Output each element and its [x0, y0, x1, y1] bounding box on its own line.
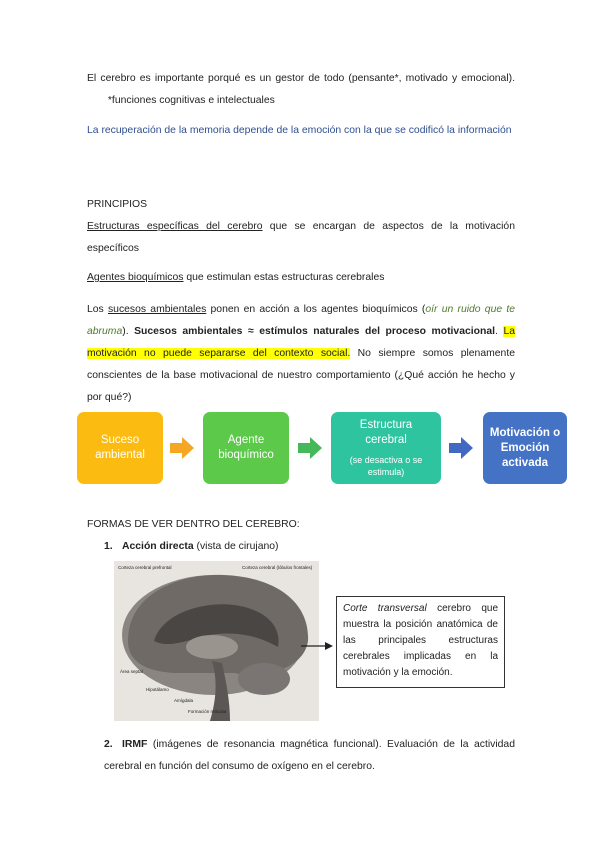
- principio-2-term: Agentes bioquímicos: [87, 272, 184, 283]
- principio-1-term: Estructuras específicas del cerebro: [87, 221, 263, 232]
- flow-box-motivacion: [483, 412, 567, 484]
- formas-heading: FORMAS DE VER DENTRO DEL CEREBRO:: [87, 519, 300, 530]
- p3-part-i: No siempre somos plenamente conscientes de la base motivacional de nuestro comportamiento (¿Qué acción he hecho y por qué?): [87, 348, 515, 403]
- callout-text: cerebro que muestra la posición anatómica de las principales estructuras cerebrales implicadas en la motivación y la emoción.: [343, 603, 499, 678]
- flow-box-suceso-label: Suceso ambiental: [95, 434, 145, 461]
- forma-item-2: [104, 734, 515, 778]
- forma-item-2-title: IRMF: [122, 739, 148, 750]
- figure-label: Área septal: [120, 669, 143, 674]
- flow-box-agente-label: Agente bioquímico: [218, 434, 274, 461]
- forma-item-2-text: (imágenes de resonancia magnética funcional). Evaluación de la actividad cerebral en función del consumo de oxígeno en el cerebro.: [104, 739, 515, 772]
- flow-box-agente: [203, 412, 289, 484]
- flow-box-suceso: [77, 412, 163, 484]
- p3-part-c: ponen en acción a los agentes bioquímicos (: [206, 304, 426, 315]
- figure-label: Hipotálamo: [146, 687, 169, 692]
- p3-bold: Sucesos ambientales ≈ estímulos naturales del proceso motivacional: [134, 326, 496, 337]
- p3-part-a: Los: [87, 304, 108, 315]
- principio-2: [87, 267, 515, 289]
- flow-box-estructura-title: Estructura cerebral: [359, 419, 413, 446]
- arrow-right-icon: [170, 436, 194, 460]
- memory-paragraph: La recuperación de la memoria depende de la emoción con la que se codificó la información: [87, 125, 512, 136]
- forma-item-1-number: 1.: [104, 541, 113, 552]
- callout-term: Corte transversal: [343, 603, 427, 614]
- flow-box-estructura: [331, 412, 441, 484]
- p3-example: oír un ruido que te abruma: [87, 304, 515, 337]
- p3-term: sucesos ambientales: [107, 304, 207, 315]
- intro-text: El cerebro es importante porqué es un gestor de todo (pensante*, motivado y emocional).: [87, 73, 515, 84]
- flow-box-motivacion-label: Motivación o Emoción activada: [489, 426, 561, 469]
- arrow-right-icon: [449, 436, 473, 460]
- p3-highlight: La motivación no puede separarse del contexto social.: [87, 326, 515, 359]
- brain-cross-section-image: [114, 561, 319, 721]
- forma-item-1: [104, 537, 279, 557]
- figure-callout: [336, 596, 505, 688]
- flow-box-estructura-sub: (se desactiva o se estimula): [349, 455, 423, 477]
- principio-1: [87, 216, 515, 260]
- figure-label: Corteza cerebral (lóbulos frontales): [242, 565, 313, 570]
- p3-part-e: ).: [122, 326, 135, 337]
- principio-2-text: que estimulan estas estructuras cerebrales: [183, 272, 385, 283]
- figure-label: Formación reticular: [188, 709, 227, 714]
- principio-1-text: que se encargan de aspectos de la motivación específicos: [87, 221, 515, 254]
- arrow-right-icon: [298, 436, 322, 460]
- intro-note: *funciones cognitivas e intelectuales: [107, 95, 275, 106]
- figure-label: Corteza cerebral prefrontal: [118, 565, 172, 570]
- principios-heading: PRINCIPIOS: [87, 199, 148, 210]
- forma-item-1-title: Acción directa: [122, 541, 194, 552]
- p3-part-g: .: [495, 326, 504, 337]
- arrow-right-icon: [301, 640, 333, 652]
- forma-item-1-text: (vista de cirujano): [193, 541, 279, 552]
- principio-3: [87, 299, 515, 409]
- forma-item-2-number: 2.: [104, 739, 113, 750]
- figure-label: Amígdala: [174, 698, 194, 703]
- intro-paragraph: [87, 68, 515, 112]
